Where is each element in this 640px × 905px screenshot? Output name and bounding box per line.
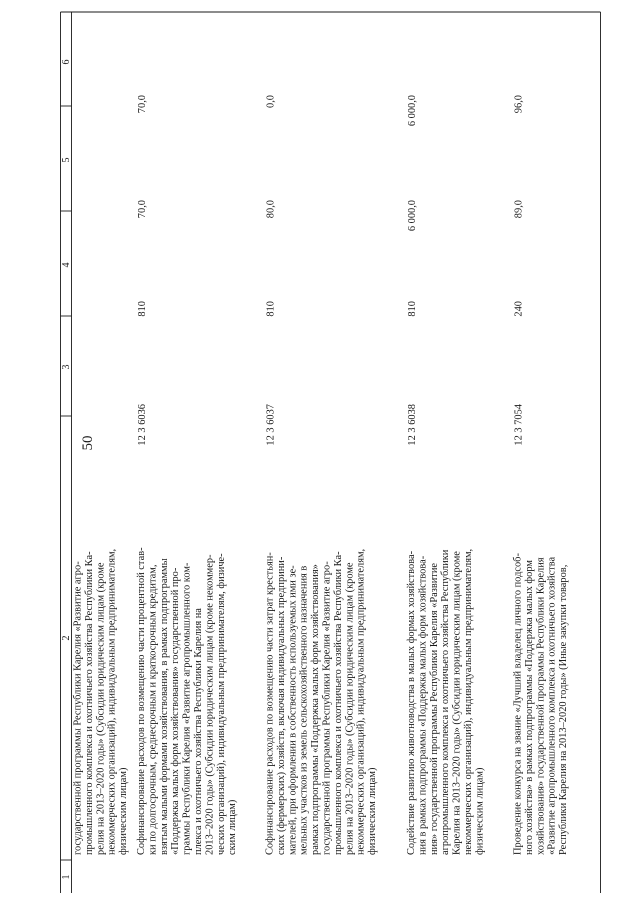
row-description-line: ного хозяйства» в рамках подпрограммы «Поддержка малых форм [523,560,535,855]
table-rows [73,95,570,855]
row-description-line: Софинансирование расходов по возмещению части затрат крестьян- [264,552,276,855]
row-description-line: Проведение конкурса на звание «Лучший владелец личного подсоб- [512,553,524,855]
row-amount-col5: 89,0 [513,200,525,219]
row-description-line: ния в рамках подпрограммы «Поддержка малых форм хозяйствова- [417,555,429,855]
row-code: 12 3 6036 [137,404,148,446]
row-description-line: агропромышленного комплекса и охотничьего хозяйства Республики [440,549,452,855]
row-description-line: рамках подпрограммы «Поддержка малых форм хозяйствования» [310,564,322,855]
row-expense-type: 810 [265,301,277,317]
row-expense-type: 810 [137,301,148,317]
row-expense-type: 810 [407,301,418,317]
header-col-2: 2 [61,635,72,641]
row-description-line: физическим лицам) [118,767,130,855]
row-description-line: 2013–2020 годы» (Субсидии юридическим лицам (кроме некоммер- [204,554,216,855]
row-description-line: государственной программы Республики Карелия «Развитие агро- [321,561,333,855]
row-description-line: «Поддержка малых форм хозяйствования» государственной про- [170,567,182,855]
row-description-line: физическим лицам) [474,767,486,855]
row-description-line: мателей, при оформлении в собственность используемых ими зе- [287,565,299,855]
row-description-line: некоммерческих организаций), индивидуальным предпринимателям, [106,548,118,855]
row-description-line: ки по долгосрочным, среднесрочным и краткосрочным кредитам, [147,564,159,855]
row-description-line: взятым малыми формами хозяйствования, в рамках подпрограммы [158,558,170,855]
row-code: 12 3 7054 [513,404,525,446]
row-description-line: Карелия на 2013–2020 годы» (Субсидии юридическим лицам (кроме [451,551,463,855]
row-description-line: Содействие развитию животноводства в малых формах хозяйствова- [406,550,417,855]
row-amount-col5: 80,0 [265,200,277,219]
row-description-line: некоммерческих организаций), индивидуальным предпринимателям, [463,548,474,855]
row-description-line: государственной программы Республики Карелия «Развитие агро- [72,561,84,855]
page-number: 50 [80,435,96,451]
row-description-line: «Развитие агропромышленного комплекса и охотничьего хозяйства [546,556,558,855]
row-description-line: граммы Республики Карелия «Развитие агропромышленного ком- [181,562,193,855]
row-amount-col6: 96,0 [513,95,525,114]
row-description-line: Республики Карелия на 2013–2020 годы» (Иные закупки товаров, [558,564,570,855]
row-amount-col6: 0,0 [265,95,277,108]
row-description-line: ских (фермерских) хозяйств, включая индивидуальных предприни- [275,556,287,855]
table-header [61,60,72,880]
row-description-line: некоммерческих организаций), индивидуальным предпринимателям, [355,548,367,855]
row-amount-col5: 70,0 [137,200,148,219]
row-description-line: ния» государственной программы Республики Карелия «Развитие [428,562,440,855]
header-col-1: 1 [61,874,72,880]
row-amount-col5: 6 000,0 [407,200,418,232]
row-description-line: Софинансирование расходов по возмещению части процентной став- [136,547,147,855]
row-code: 12 3 6038 [407,404,418,446]
row-description-line: релия на 2013–2020 годы» (Субсидии юридическим лицам (кроме [95,562,107,855]
row-expense-type: 240 [513,301,525,317]
header-col-5: 5 [61,157,72,163]
row-description-line: физическим лицам) [367,767,379,855]
row-description-line: ческих организаций), индивидуальным предпринимателям, физиче- [215,553,227,855]
row-code: 12 3 6037 [265,404,277,446]
row-description-line: промышленного комплекса и охотничьего хозяйства Республики Ка- [83,551,95,855]
row-amount-col6: 6 000,0 [407,95,418,127]
header-col-3: 3 [61,364,72,370]
row-amount-col6: 70,0 [137,95,148,114]
row-description-line: релия на 2013–2020 годы» (Субсидии юридическим лицам (кроме [344,562,356,855]
row-description-line: хозяйствования» государственной программы Республики Карелия [535,557,547,855]
row-description-line: ским лицам) [227,799,239,855]
row-description-line: плекса и охотничьего хозяйства Республики Карелия на [193,608,204,855]
row-description-line: промышленного комплекса и охотничьего хозяйства Республики Ка- [332,551,344,855]
header-col-6: 6 [61,59,72,65]
row-description-line: мельных участков из земель сельскохозяйственного назначения в [298,565,310,855]
header-col-4: 4 [61,262,72,268]
